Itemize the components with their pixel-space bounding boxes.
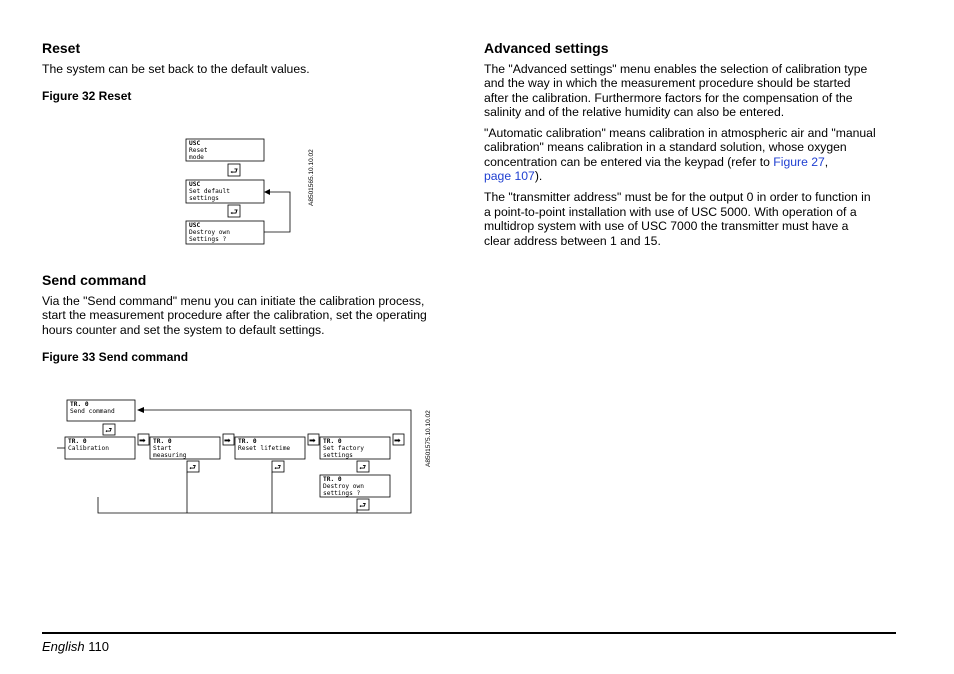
- reset-text: The system can be set back to the default values.: [42, 62, 310, 76]
- destroy-line1: TR. 0: [323, 476, 342, 483]
- footer-divider: [42, 632, 896, 634]
- box1-line1: USC: [189, 140, 201, 147]
- send-command-line-3: hours counter and set the system to default settings.: [42, 323, 325, 337]
- enter-key-icon: [228, 164, 240, 176]
- svg-text:⮐: ⮐: [105, 426, 113, 435]
- key-glyph: ⮐: [230, 167, 239, 177]
- calib-line2: Calibration: [68, 445, 109, 452]
- figure-33-code: A8501575.10.10.02: [425, 410, 432, 467]
- para3-line-1: The "transmitter address" must be for the output 0 in order to function in: [484, 190, 871, 204]
- page-footer: [42, 639, 109, 654]
- box1-line2: Reset: [189, 147, 208, 154]
- advanced-settings-heading: Advanced settings: [484, 40, 609, 56]
- return-connector: [264, 192, 290, 232]
- svg-text:⮐: ⮐: [189, 463, 197, 472]
- svg-text:⮐: ⮐: [359, 501, 367, 510]
- start-measuring-box: [150, 437, 220, 459]
- destroy-own-box: [320, 475, 390, 497]
- para1-line-1: The "Advanced settings" menu enables the selection of calibration type: [484, 62, 868, 76]
- enter-key-icon: [228, 205, 240, 217]
- box3-line1: USC: [189, 222, 201, 229]
- para3-line-3: multidrop system with use of USC 7000 the transmitter must have a: [484, 219, 849, 233]
- box2-line3: settings: [189, 195, 219, 202]
- svg-text:➡: ➡: [394, 436, 401, 445]
- para2-end: ).: [534, 169, 543, 183]
- destroy-own-box: [186, 221, 264, 244]
- reset-mode-box: [186, 139, 264, 161]
- para3-line-2: a point-to-point installation with use of USC 5000. With operation of a: [484, 205, 857, 219]
- top-line1: TR. 0: [70, 401, 89, 408]
- para2-line-3-text: concentration can be entered via the keypad (refer to: [484, 155, 774, 169]
- svg-text:➡: ➡: [224, 436, 231, 445]
- lifetime-line2: Reset lifetime: [238, 445, 291, 452]
- para2-line-4: [484, 169, 542, 183]
- page-107-link[interactable]: page 107: [484, 169, 535, 183]
- send-command-heading: Send command: [42, 272, 147, 288]
- para1-line-3: after the calibration. Furthermore factors for the compensation of the: [484, 91, 853, 105]
- start-line2: Start: [153, 445, 172, 452]
- para1-line-4: salinity and of the relative humidity can also be entered.: [484, 105, 785, 119]
- box1-line3: mode: [189, 154, 204, 161]
- figure-33-caption: Figure 33 Send command: [42, 350, 189, 364]
- figure-32-caption: Figure 32 Reset: [42, 89, 132, 103]
- top-return-arrow: [137, 407, 144, 413]
- box3-line2: Destroy own: [189, 229, 230, 236]
- para2-comma: ,: [824, 155, 829, 169]
- factory-line3: settings: [323, 452, 353, 459]
- start-line1: TR. 0: [153, 438, 172, 445]
- svg-text:⮐: ⮐: [359, 463, 367, 472]
- footer-page-number: 110: [88, 639, 109, 654]
- box3-line3: Settings ?: [189, 236, 227, 243]
- send-command-box: [67, 400, 135, 421]
- factory-settings-box: [320, 437, 390, 459]
- svg-text:➡: ➡: [139, 436, 146, 445]
- top-line2: Send command: [70, 408, 115, 415]
- para2-line-2: calibration" means calibration in a standard solution, whose oxygen: [484, 140, 847, 154]
- box2-line2: Set default: [189, 188, 230, 195]
- para1-line-2: and the way in which the measurement procedure should be started: [484, 76, 851, 90]
- para3-line-4: clear address between 1 and 15.: [484, 234, 661, 248]
- return-arrow: [264, 189, 270, 195]
- destroy-line2: Destroy own: [323, 483, 364, 490]
- svg-text:➡: ➡: [309, 436, 316, 445]
- para2-line-3: [484, 155, 828, 169]
- reset-lifetime-box: [235, 437, 305, 459]
- para2-line-1: "Automatic calibration" means calibration in atmospheric air and "manual: [484, 126, 876, 140]
- footer-language: English: [42, 639, 85, 654]
- send-command-line-2: start the measurement procedure after the calibration, set the operating: [42, 308, 427, 322]
- factory-line1: TR. 0: [323, 438, 342, 445]
- reset-heading: Reset: [42, 40, 81, 56]
- calibration-box: [65, 437, 135, 459]
- set-default-box: [186, 180, 264, 203]
- box2-line1: USC: [189, 181, 201, 188]
- key-glyph: ⮐: [230, 208, 239, 218]
- destroy-line3: settings ?: [323, 490, 361, 497]
- start-line3: measuring: [153, 452, 187, 459]
- calib-line1: TR. 0: [68, 438, 87, 445]
- lifetime-line1: TR. 0: [238, 438, 257, 445]
- figure-32-code: A8501565.10.10.02: [308, 149, 315, 206]
- figure-27-link[interactable]: Figure 27: [773, 155, 825, 169]
- svg-text:⮐: ⮐: [274, 463, 282, 472]
- send-command-line-1: Via the "Send command" menu you can initiate the calibration process,: [42, 294, 425, 308]
- factory-line2: Set factory: [323, 445, 364, 452]
